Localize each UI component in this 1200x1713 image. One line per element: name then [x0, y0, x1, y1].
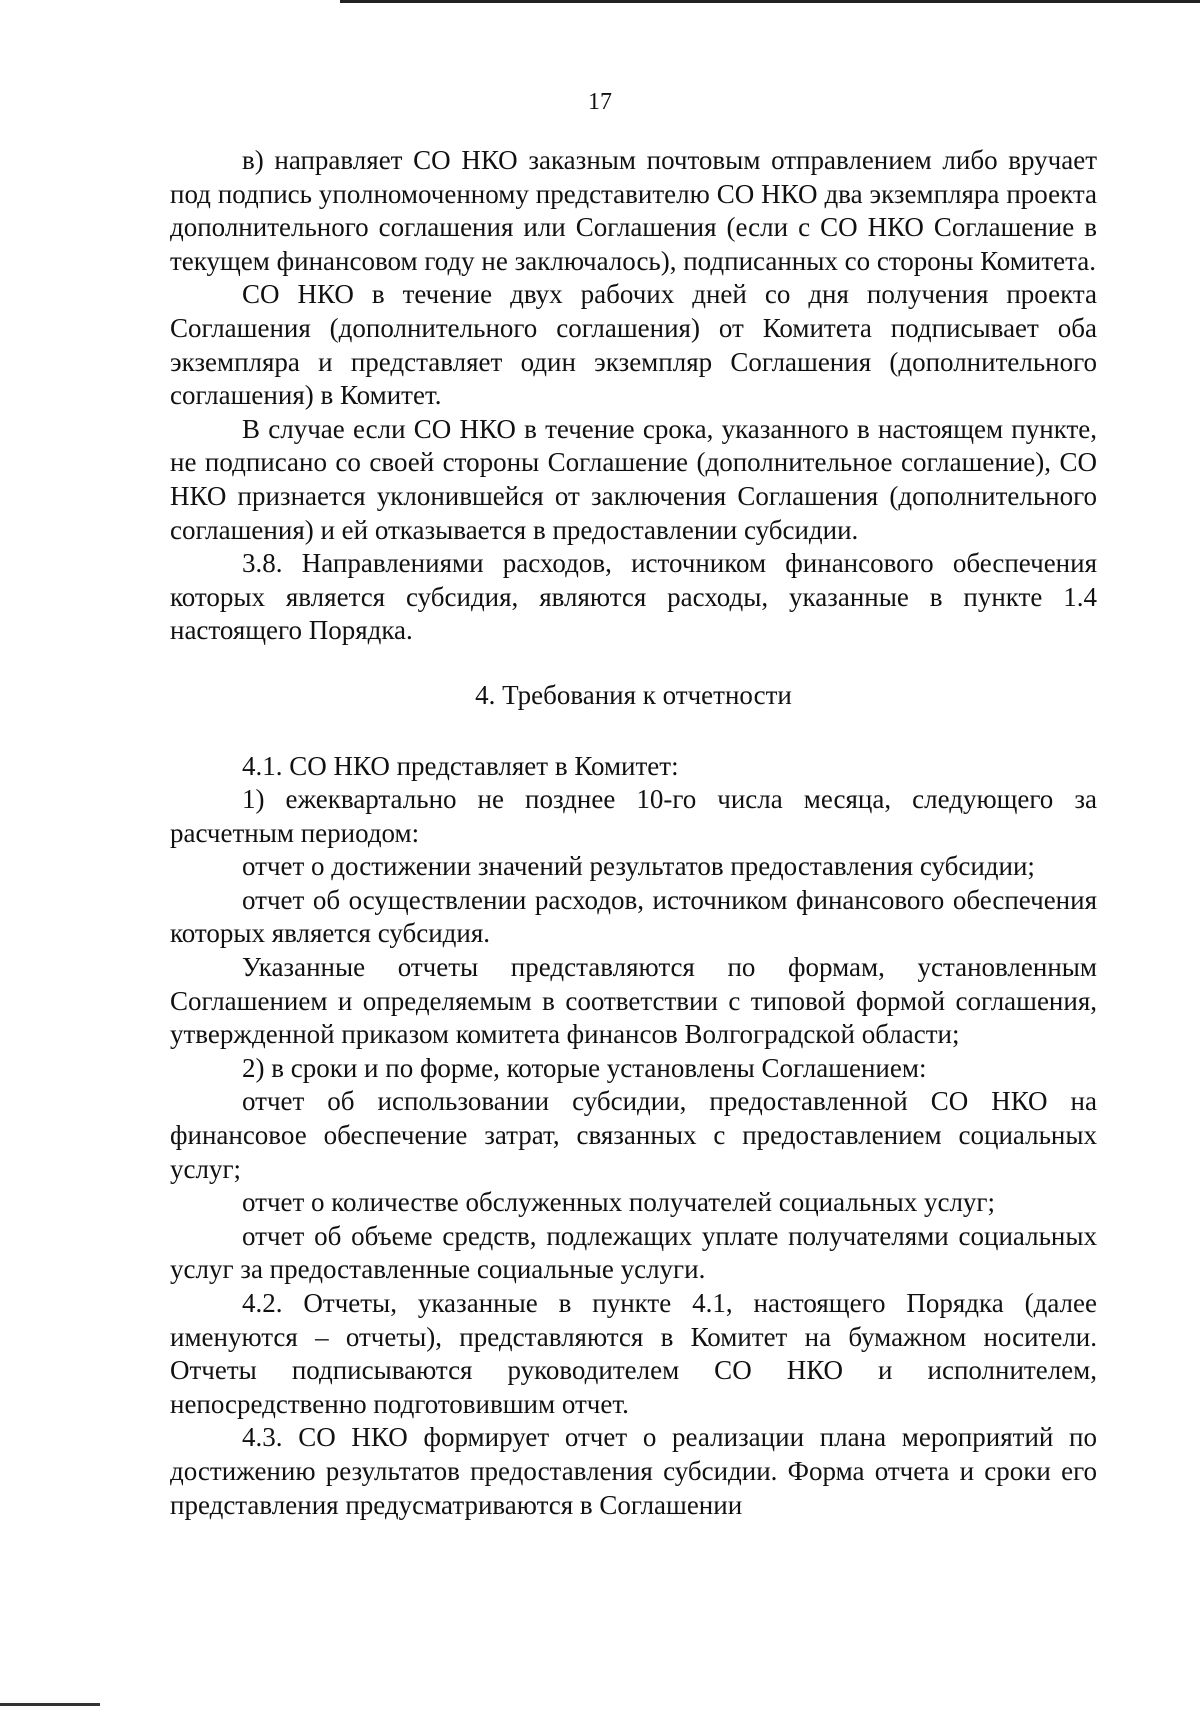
paragraph-3-8: 3.8. Направлениями расходов, источником финансового обеспечения которых является субсидия, являются расходы, указанные в пункте 1.4 настоящего Порядка.: [170, 548, 1097, 646]
paragraph-report-payments: отчет об объеме средств, подлежащих уплате получателями социальных услуг за предоставленные социальные услуги.: [170, 1220, 1097, 1285]
paragraph-4-1-2: 2) в сроки и по форме, которые установлены Соглашением:: [242, 1052, 927, 1083]
paragraph-refusal: В случае если СО НКО в течение срока, указанного в настоящем пункте, не подписано со своей стороны Соглашение (дополнительное соглашение), СО НКО признается уклонившейся от заключения Соглашения (дополнительного соглашения) и ей отказывается в предоставлении субсидии.: [170, 413, 1097, 545]
paragraph-report-recipients: отчет о количестве обслуженных получателей социальных услуг;: [242, 1187, 996, 1218]
paragraph-4-1-1: 1) ежеквартально не позднее 10-го числа месяца, следующего за расчетным периодом:: [170, 784, 1097, 848]
paragraph-4-3: 4.3. СО НКО формирует отчет о реализации плана мероприятий по достижению результатов предоставления субсидии. Форма отчета и сроки его представления предусматриваются в Соглашении: [170, 1422, 1097, 1520]
top-scan-rule: [340, 0, 1200, 3]
paragraph-report-expenses: отчет об осуществлении расходов, источником финансового обеспечения которых является субсидия.: [170, 884, 1097, 949]
paragraph-signing: СО НКО в течение двух рабочих дней со дня получения проекта Соглашения (дополнительного соглашения) от Комитета подписывает оба экземпляра и представляет один экземпляр Соглашения (дополнительного соглашения) в Комитет.: [170, 279, 1097, 411]
document-body: [170, 144, 1097, 1522]
paragraph-4-2: 4.2. Отчеты, указанные в пункте 4.1, настоящего Порядка (далее именуются – отчеты), представляются в Комитет на бумажном носители. Отчеты подписываются руководителем СО НКО и исполнителем, непосредственно подготовившим отчет.: [170, 1288, 1097, 1419]
paragraph-report-forms: Указанные отчеты представляются по формам, установленным Соглашением и определяемым в соответствии с типовой формой соглашения, утвержденной приказом комитета финансов Волгоградской области;: [170, 952, 1097, 1050]
section-heading: 4. Требования к отчетности: [475, 679, 792, 710]
paragraph-4-1: 4.1. СО НКО представляет в Комитет:: [242, 750, 679, 781]
paragraph-3-7-v: в) направляет СО НКО заказным почтовым отправлением либо вручает под подпись уполномоченному представителю СО НКО два экземпляра проекта дополнительного соглашения или Соглашения (если с СО НКО Соглашение в текущем финансовом году не заключалось), подписанных со стороны Комитета.: [170, 145, 1097, 276]
paragraph-report-results: отчет о достижении значений результатов предоставления субсидии;: [242, 851, 1035, 882]
page-number: 17: [588, 89, 612, 115]
paragraph-report-usage: отчет об использовании субсидии, предоставленной СО НКО на финансовое обеспечение затрат, связанных с предоставлением социальных услуг;: [170, 1086, 1097, 1184]
bottom-scan-mark: [0, 1703, 100, 1706]
